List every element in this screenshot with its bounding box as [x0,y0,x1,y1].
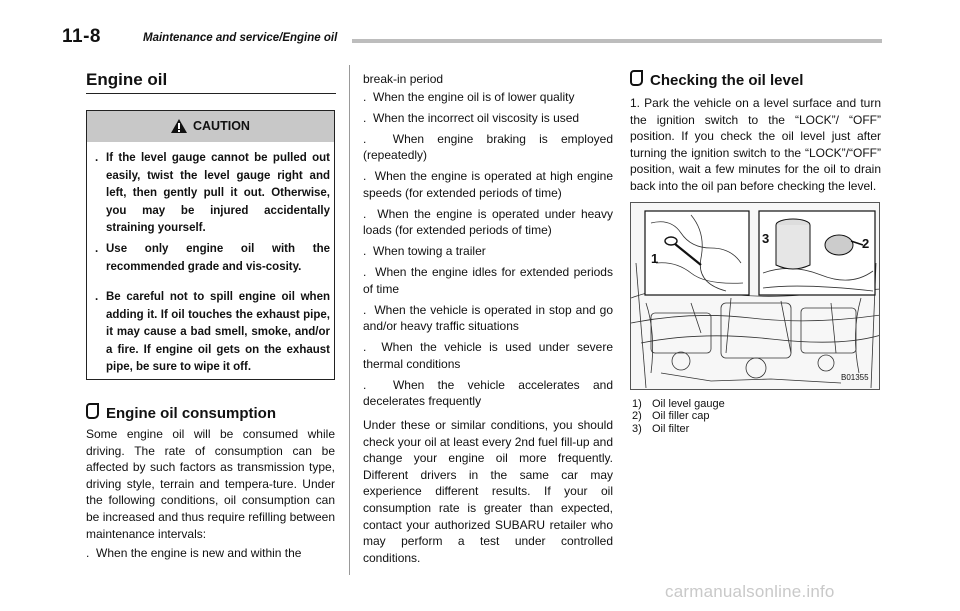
engine-bay-illustration [631,203,880,390]
bullet: . [363,90,374,104]
condition-text: When the incorrect oil viscosity is used [373,110,580,125]
engine-bay-figure [630,202,880,390]
condition-text: When towing a trailer [373,244,486,259]
running-header-title: Maintenance and service/Engine oil [143,32,338,44]
caption-item [632,410,725,422]
caution-header-band [87,111,334,142]
caution-item-text: Be careful not to spill engine oil when adding it. If oil touches the exhaust pipe, it may cause a bad smell, smoke, and/or a fire. If engine oil gets on the exhaust pipe, be sure to wipe it off. [106,291,330,373]
caption-text: Oil filler cap [652,410,710,423]
consumption-paragraph: Some engine oil will be consumed while driving. The rate of consumption can be affected by such factors as transmission type, driving style, terrain and tempera-ture. Under the following conditions, oil consumption can be increased and thus require refilling between maintenance intervals: [86,427,335,541]
caption-text: Oil level gauge [652,398,725,410]
bullet: . [95,291,99,303]
condition-continuation: break-in period [363,72,444,86]
section-title-underline [86,93,336,94]
caution-item-text: If the level gauge cannot be pulled out easily, twist the level gauge right and left, then gently pull it out. Otherwise, you may be injured accidentally straining yourself. [106,152,330,234]
caption-number: 1) [632,398,642,410]
subsection-heading-text: Checking the oil level [650,72,804,89]
condition-text: When engine braking is employed (repeatedly) [363,131,613,163]
callout-1: 1 [651,251,659,266]
closing-paragraph: Under these or similar conditions, you should check your oil at least every 2nd fuel fill-up and change your engine oil more frequently. Different drivers in the same car may experience different results. If your oil consumption rate is greater than expected, contact your authorized SUBARU retailer who may perform a test under controlled conditions. [363,418,613,565]
caption-item [632,398,725,410]
condition-item [363,264,613,297]
condition-text: When the engine is operated under heavy loads (for extended periods of time) [363,206,613,238]
section-title: Engine oil [86,70,168,89]
condition-item [363,89,613,106]
bullet: . [363,169,375,184]
condition-text: When the vehicle is operated in stop and go and/or heavy traffic situations [363,302,613,334]
bullet: . [363,340,382,355]
bullet: . [95,152,99,164]
header-rule [352,39,882,43]
step-1-paragraph: 1. Park the vehicle on a level surface and turn the ignition switch to the “LOCK”/ “OFF” position. If you check the oil level just after turning the ignition switch to the “LOCK”/“OFF” position, wait a few minutes for the oil to drain back into the oil pan before checking the level. [630,96,881,193]
caution-item-text: Use only engine oil with the recommended grade and vis-cosity. [106,243,330,273]
caution-item [95,150,330,238]
bullet: . [363,206,378,221]
section-mark-icon [630,70,643,86]
section-mark-icon [86,403,99,419]
condition-item [363,206,613,239]
page-number: 11-8 [62,26,101,47]
figure-code: B01355 [841,373,869,382]
condition-text: When the vehicle is used under severe thermal conditions [363,340,613,371]
watermark: carmanualsonline.info [665,582,835,601]
caution-item [95,241,330,276]
condition-item [363,131,613,164]
condition-text: When the engine idles for extended periods of time [363,265,613,296]
bullet: . [363,302,375,317]
condition-item [363,168,613,201]
caution-label: CAUTION [193,119,250,133]
condition-item [363,110,613,127]
bullet: . [95,243,99,255]
condition-item [363,377,613,410]
callout-2: 2 [862,236,870,251]
caption-number: 3) [632,422,642,435]
bullet: . [363,377,393,392]
caption-number: 2) [632,410,642,423]
condition-text: When the vehicle accelerates and decelerates frequently [363,377,613,409]
callout-3: 3 [762,231,770,246]
bullet: . [86,546,97,560]
condition-item [363,339,613,372]
condition-text: When the engine oil is of lower quality [373,90,575,104]
subsection-heading-consumption [86,403,276,422]
condition-list [363,89,613,414]
subsection-heading-text: Engine oil consumption [106,405,276,422]
caption-text: Oil filter [652,422,690,435]
caption-item [632,423,725,435]
bullet: . [363,244,374,259]
caution-item [95,289,330,377]
condition-text: When the engine is new and within the [96,546,302,560]
condition-item [86,545,335,562]
warning-triangle-icon [170,118,188,134]
bullet: . [363,265,376,280]
bullet: . [363,131,393,146]
subsection-heading-checking [630,70,803,89]
caution-box [86,110,335,380]
figure-captions [632,398,725,435]
column-divider [349,65,350,575]
condition-text: When the engine is operated at high engine speeds (for extended periods of time) [363,169,613,200]
bullet: . [363,110,374,125]
condition-item [363,243,613,260]
condition-item [363,302,613,335]
